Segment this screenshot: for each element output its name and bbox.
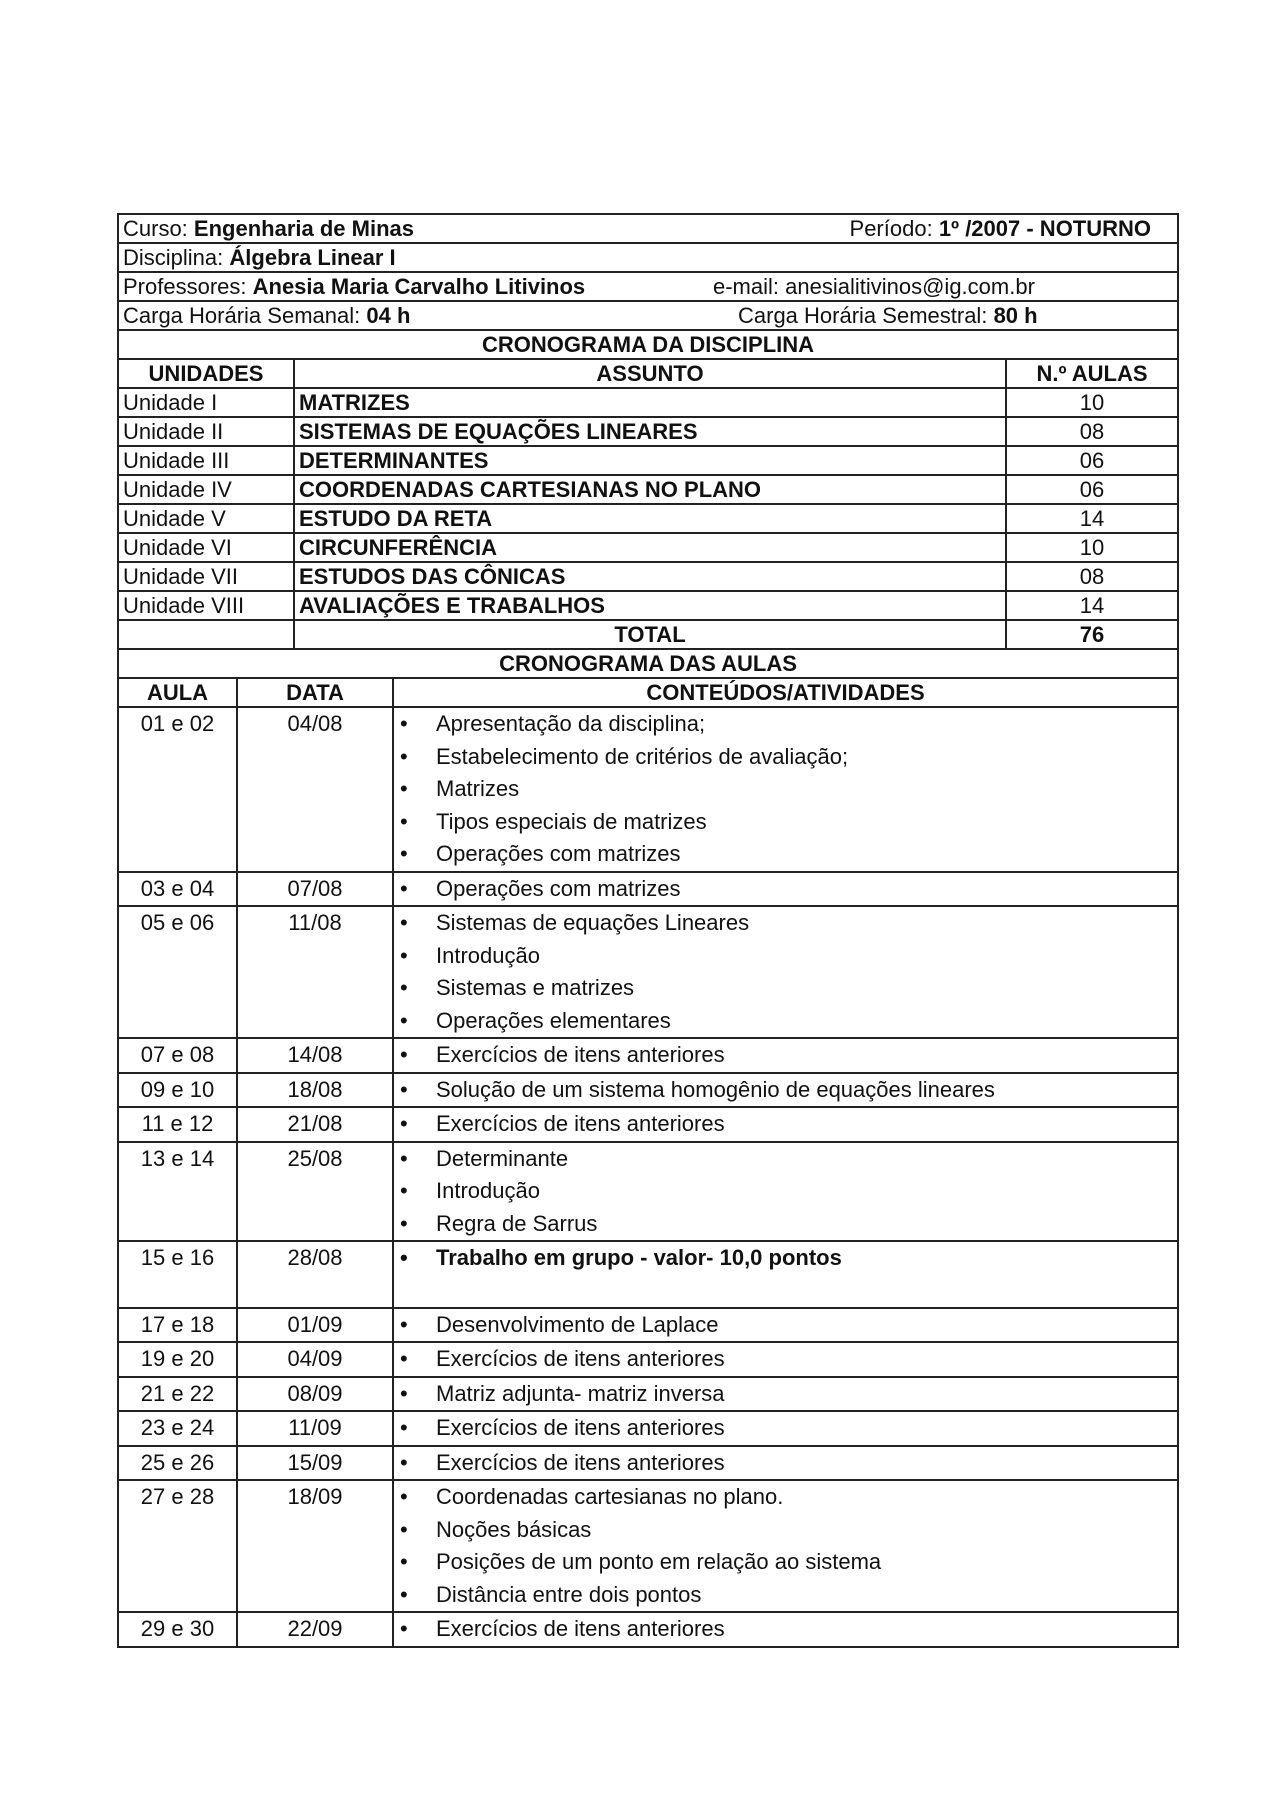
schedule-row — [118, 1241, 1178, 1308]
activity-list — [398, 1074, 1173, 1107]
activity-item: • Exercícios de itens anteriores — [398, 1108, 1173, 1141]
activity-item: • Matrizes — [398, 773, 1173, 806]
activity-item: • Tipos especiais de matrizes — [398, 806, 1173, 839]
schedule-row — [118, 1411, 1178, 1446]
activity-list — [398, 708, 1173, 871]
schedule-row — [118, 1308, 1178, 1343]
unit-subject: AVALIAÇÕES E TRABALHOS — [294, 591, 1006, 620]
lesson-activities — [393, 1142, 1178, 1242]
unit-name: Unidade II — [118, 417, 294, 446]
activity-item: • Estabelecimento de critérios de avaliação; — [398, 741, 1173, 774]
unit-row — [118, 417, 1178, 446]
lesson-date: 18/08 — [237, 1073, 393, 1108]
unit-row — [118, 591, 1178, 620]
lesson-activities — [393, 1107, 1178, 1142]
lesson-activities — [393, 707, 1178, 872]
schedule-row — [118, 1612, 1178, 1647]
activity-item: • Coordenadas cartesianas no plano. — [398, 1481, 1173, 1514]
total-label: TOTAL — [294, 620, 1006, 649]
cronograma-disciplina-title: CRONOGRAMA DA DISCIPLINA — [118, 330, 1178, 359]
lesson-activities — [393, 1446, 1178, 1481]
lesson-number: 17 e 18 — [118, 1308, 237, 1343]
activity-item: • Trabalho em grupo - valor- 10,0 pontos — [398, 1242, 1173, 1275]
professores-row — [118, 272, 1178, 301]
unit-name: Unidade VI — [118, 533, 294, 562]
activity-list — [398, 1613, 1173, 1646]
activity-list — [398, 873, 1173, 906]
unit-name: Unidade V — [118, 504, 294, 533]
schedule-row — [118, 872, 1178, 907]
unit-subject: MATRIZES — [294, 388, 1006, 417]
activity-list — [398, 1039, 1173, 1072]
unit-lessons: 14 — [1006, 504, 1178, 533]
unit-name: Unidade III — [118, 446, 294, 475]
lesson-activities — [393, 1241, 1178, 1308]
course-info-table — [117, 213, 1179, 650]
unit-row — [118, 446, 1178, 475]
unit-subject: COORDENADAS CARTESIANAS NO PLANO — [294, 475, 1006, 504]
activity-item: • Posições de um ponto em relação ao sistema — [398, 1546, 1173, 1579]
activity-item: • Exercícios de itens anteriores — [398, 1613, 1173, 1646]
activity-item: • Exercícios de itens anteriores — [398, 1447, 1173, 1480]
activity-item: • Noções básicas — [398, 1514, 1173, 1547]
schedule-row — [118, 1107, 1178, 1142]
unit-name: Unidade VIII — [118, 591, 294, 620]
lesson-number: 07 e 08 — [118, 1038, 237, 1073]
activity-item: • Solução de um sistema homogênio de equações lineares — [398, 1074, 1173, 1107]
activity-list — [398, 1412, 1173, 1445]
activity-item: • Determinante — [398, 1143, 1173, 1176]
col-assunto-header: ASSUNTO — [294, 359, 1006, 388]
lesson-activities — [393, 1342, 1178, 1377]
lesson-date: 04/09 — [237, 1342, 393, 1377]
activity-list — [398, 907, 1173, 1037]
lesson-date: 04/08 — [237, 707, 393, 872]
lesson-number: 13 e 14 — [118, 1142, 237, 1242]
activity-list — [398, 1481, 1173, 1611]
professores-field: Professores: Anesia Maria Carvalho Litivinos — [123, 274, 586, 299]
lesson-activities — [393, 872, 1178, 907]
schedule-row — [118, 707, 1178, 872]
lesson-activities — [393, 1308, 1178, 1343]
disciplina-row: Disciplina: Álgebra Linear I — [118, 243, 1178, 272]
schedule-row — [118, 906, 1178, 1038]
lesson-number: 15 e 16 — [118, 1241, 237, 1308]
activity-item: • Introdução — [398, 940, 1173, 973]
lesson-date: 11/08 — [237, 906, 393, 1038]
activity-item: • Operações com matrizes — [398, 838, 1173, 871]
course-row — [118, 214, 1178, 243]
activity-item: • Distância entre dois pontos — [398, 1579, 1173, 1612]
carga-row — [118, 301, 1178, 330]
lesson-date: 21/08 — [237, 1107, 393, 1142]
unit-subject: SISTEMAS DE EQUAÇÕES LINEARES — [294, 417, 1006, 446]
lesson-activities — [393, 1411, 1178, 1446]
lesson-date: 25/08 — [237, 1142, 393, 1242]
activity-item: • Desenvolvimento de Laplace — [398, 1309, 1173, 1342]
col-unidades-header: UNIDADES — [118, 359, 294, 388]
activity-item: • Exercícios de itens anteriores — [398, 1343, 1173, 1376]
col-data-header: DATA — [237, 678, 393, 707]
periodo-field: Período: 1º /2007 - NOTURNO — [849, 216, 1152, 241]
cronograma-aulas-title: CRONOGRAMA DAS AULAS — [118, 649, 1178, 678]
activity-list — [398, 1242, 1173, 1275]
activity-list — [398, 1447, 1173, 1480]
unit-lessons: 06 — [1006, 475, 1178, 504]
lesson-date: 18/09 — [237, 1480, 393, 1612]
unit-row — [118, 388, 1178, 417]
schedule-row — [118, 1480, 1178, 1612]
total-empty-cell — [118, 620, 294, 649]
lesson-number: 29 e 30 — [118, 1612, 237, 1647]
curso-field: Curso: Engenharia de Minas — [123, 216, 414, 241]
activity-item: • Regra de Sarrus — [398, 1208, 1173, 1241]
activity-item: • Exercícios de itens anteriores — [398, 1039, 1173, 1072]
schedule-row — [118, 1377, 1178, 1412]
unit-subject: CIRCUNFERÊNCIA — [294, 533, 1006, 562]
schedule-row — [118, 1446, 1178, 1481]
email-field: e-mail: anesialitivinos@ig.com.br — [713, 274, 1035, 299]
unit-lessons: 10 — [1006, 388, 1178, 417]
col-aula-header: AULA — [118, 678, 237, 707]
unit-name: Unidade VII — [118, 562, 294, 591]
lesson-date: 11/09 — [237, 1411, 393, 1446]
lesson-date: 07/08 — [237, 872, 393, 907]
lesson-date: 08/09 — [237, 1377, 393, 1412]
activity-item: • Sistemas de equações Lineares — [398, 907, 1173, 940]
lesson-number: 27 e 28 — [118, 1480, 237, 1612]
carga-semanal-field: Carga Horária Semanal: 04 h — [123, 303, 411, 328]
lesson-number: 19 e 20 — [118, 1342, 237, 1377]
unit-subject: DETERMINANTES — [294, 446, 1006, 475]
total-value: 76 — [1006, 620, 1178, 649]
unit-lessons: 10 — [1006, 533, 1178, 562]
lesson-date: 14/08 — [237, 1038, 393, 1073]
unit-lessons: 08 — [1006, 417, 1178, 446]
schedule-table — [117, 648, 1179, 1648]
unit-lessons: 08 — [1006, 562, 1178, 591]
unit-name: Unidade I — [118, 388, 294, 417]
lesson-number: 23 e 24 — [118, 1411, 237, 1446]
lesson-number: 03 e 04 — [118, 872, 237, 907]
lesson-activities — [393, 1038, 1178, 1073]
lesson-number: 01 e 02 — [118, 707, 237, 872]
activity-item: • Operações elementares — [398, 1005, 1173, 1038]
schedule-row — [118, 1038, 1178, 1073]
schedule-row — [118, 1142, 1178, 1242]
activity-item: • Introdução — [398, 1175, 1173, 1208]
lesson-number: 05 e 06 — [118, 906, 237, 1038]
lesson-activities — [393, 1612, 1178, 1647]
lesson-activities — [393, 1480, 1178, 1612]
unit-lessons: 06 — [1006, 446, 1178, 475]
lesson-activities — [393, 906, 1178, 1038]
lesson-number: 11 e 12 — [118, 1107, 237, 1142]
activity-list — [398, 1343, 1173, 1376]
activity-list — [398, 1143, 1173, 1241]
lesson-number: 25 e 26 — [118, 1446, 237, 1481]
lesson-activities — [393, 1377, 1178, 1412]
lesson-date: 28/08 — [237, 1241, 393, 1308]
lesson-date: 01/09 — [237, 1308, 393, 1343]
unit-row — [118, 475, 1178, 504]
activity-list — [398, 1309, 1173, 1342]
unit-row — [118, 504, 1178, 533]
schedule-row — [118, 1342, 1178, 1377]
activity-item: • Exercícios de itens anteriores — [398, 1412, 1173, 1445]
unit-subject: ESTUDO DA RETA — [294, 504, 1006, 533]
lesson-date: 22/09 — [237, 1612, 393, 1647]
unit-lessons: 14 — [1006, 591, 1178, 620]
activity-item: • Sistemas e matrizes — [398, 972, 1173, 1005]
activity-item: • Operações com matrizes — [398, 873, 1173, 906]
unit-row — [118, 533, 1178, 562]
activity-list — [398, 1378, 1173, 1411]
col-conteudos-header: CONTEÚDOS/ATIVIDADES — [393, 678, 1178, 707]
lesson-activities — [393, 1073, 1178, 1108]
lesson-date: 15/09 — [237, 1446, 393, 1481]
activity-list — [398, 1108, 1173, 1141]
unit-subject: ESTUDOS DAS CÔNICAS — [294, 562, 1006, 591]
unit-name: Unidade IV — [118, 475, 294, 504]
activity-item: • Matriz adjunta- matriz inversa — [398, 1378, 1173, 1411]
document — [117, 213, 1177, 1648]
col-aulas-header: N.º AULAS — [1006, 359, 1178, 388]
activity-item: • Apresentação da disciplina; — [398, 708, 1173, 741]
lesson-number: 09 e 10 — [118, 1073, 237, 1108]
lesson-number: 21 e 22 — [118, 1377, 237, 1412]
schedule-row — [118, 1073, 1178, 1108]
carga-semestral-field: Carga Horária Semestral: 80 h — [738, 303, 1038, 328]
unit-row — [118, 562, 1178, 591]
